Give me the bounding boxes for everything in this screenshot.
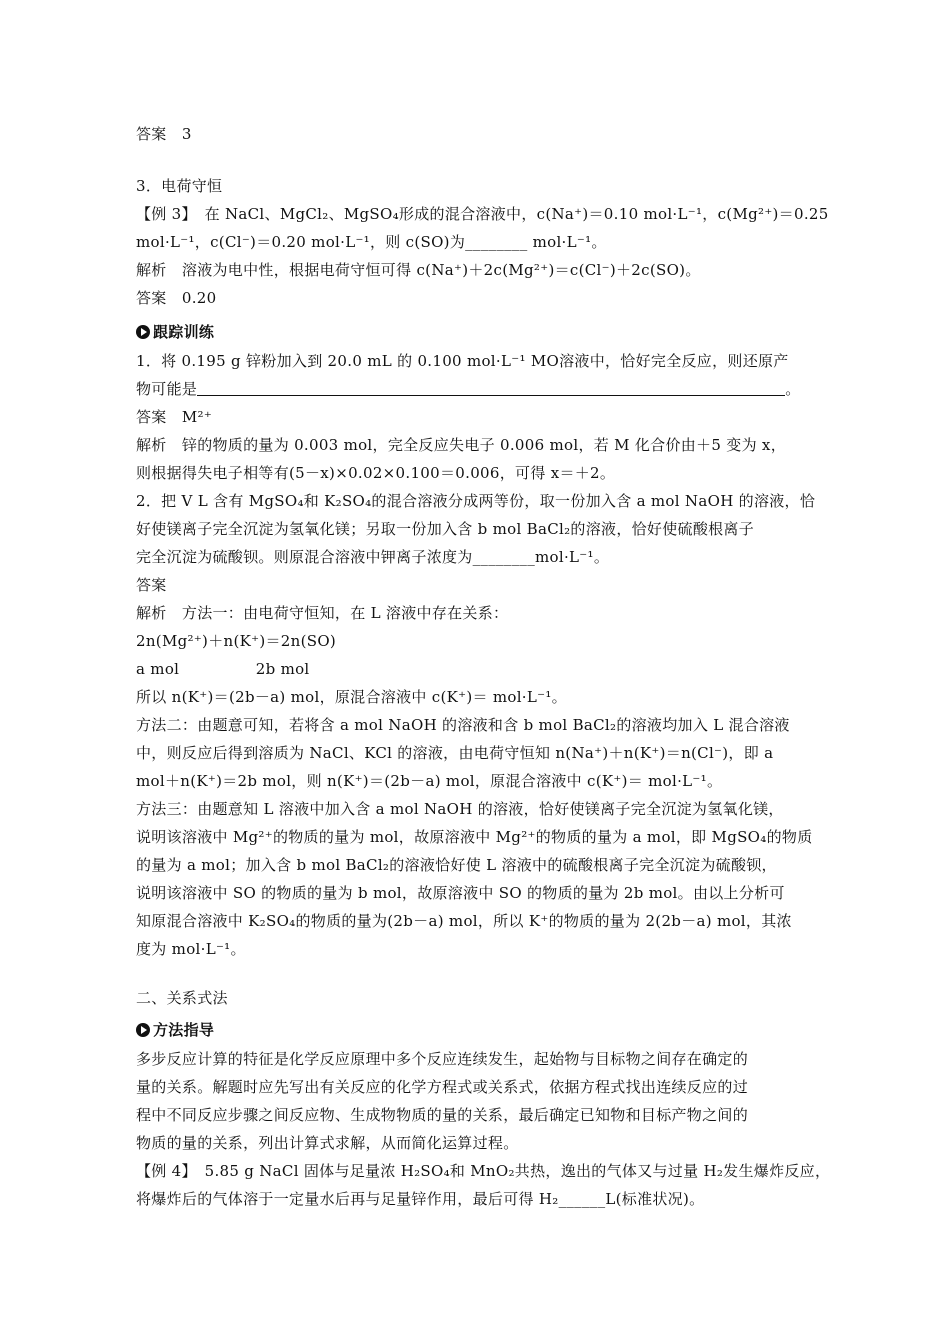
- analysis-line: 所以 n(K⁺)＝(2b－a) mol，原混合溶液中 c(K⁺)＝ mol·L⁻¹。: [136, 688, 567, 706]
- method-3-line: 知原混合溶液中 K₂SO₄的物质的量为(2b－a) mol，所以 K⁺的物质的量为 2(2b－a) mol，其浓: [136, 912, 792, 930]
- answer-line: 答案: [136, 576, 167, 594]
- question-2-line: 完全沉淀为硫酸钡。则原混合溶液中钾离子浓度为________mol·L⁻¹。: [136, 548, 610, 566]
- method-2-line: 中，则反应后得到溶质为 NaCl、KCl 的溶液，由电荷守恒知 n(Na⁺)＋n(K⁺)＝n(Cl⁻)，即 a: [136, 744, 774, 762]
- question-1-line: 物可能是 。: [136, 380, 801, 398]
- method-guide-heading: 方法指导: [136, 1020, 214, 1040]
- method-3-line: 度为 mol·L⁻¹。: [136, 940, 246, 958]
- tracking-training-heading: 跟踪训练: [136, 322, 214, 342]
- method-3-line: 方法三：由题意知 L 溶液中加入含 a mol NaOH 的溶液，恰好使镁离子完全沉淀为氢氧化镁，: [136, 800, 784, 818]
- analysis-line: 解析 方法一：由电荷守恒知，在 L 溶液中存在关系：: [136, 604, 509, 622]
- guide-paragraph-line: 程中不同反应步骤之间反应物、生成物物质的量的关系，最后确定已知物和目标产物之间的: [136, 1106, 749, 1124]
- equation-line: 2n(Mg²⁺)＋n(K⁺)＝2n(SO): [136, 632, 337, 650]
- section-heading: 3．电荷守恒: [136, 177, 223, 195]
- answer-blank: [197, 380, 785, 396]
- analysis-line: 解析 溶液为电中性，根据电荷守恒可得 c(Na⁺)＋2c(Mg²⁺)＝c(Cl⁻)＋2c(SO)。: [136, 261, 701, 279]
- answer-line: 答案 0.20: [136, 289, 217, 307]
- play-circle-icon: [136, 325, 150, 339]
- play-circle-icon: [136, 1023, 150, 1037]
- equation-line: a mol 2b mol: [136, 660, 310, 678]
- analysis-line: 则根据得失电子相等有(5－x)×0.02×0.100＝0.006，可得 x＝＋2。: [136, 464, 616, 482]
- method-3-line: 的量为 a mol；加入含 b mol BaCl₂的溶液恰好使 L 溶液中的硫酸根离子完全沉淀为硫酸钡，: [136, 856, 777, 874]
- question-2-line: 2．把 V L 含有 MgSO₄和 K₂SO₄的混合溶液分成两等份，取一份加入含 a mol NaOH 的溶液，恰: [136, 492, 816, 510]
- guide-paragraph-line: 量的关系。解题时应先写出有关反应的化学方程式或关系式，依据方程式找出连续反应的过: [136, 1078, 749, 1096]
- example-3-line: 【例 3】 在 NaCl、MgCl₂、MgSO₄形成的混合溶液中，c(Na⁺)＝0.10 mol·L⁻¹，c(Mg²⁺)＝0.25: [136, 205, 829, 223]
- example-4-line: 【例 4】 5.85 g NaCl 固体与足量浓 H₂SO₄和 MnO₂共热，逸出的气体又与过量 H₂发生爆炸反应，: [136, 1162, 831, 1180]
- answer-line: 答案 3: [136, 125, 192, 143]
- question-1-line: 1．将 0.195 g 锌粉加入到 20.0 mL 的 0.100 mol·L⁻¹ MO溶液中，恰好完全反应，则还原产: [136, 352, 789, 370]
- example-4-line: 将爆炸后的气体溶于一定量水后再与足量锌作用，最后可得 H₂______L(标准状况)。: [136, 1190, 705, 1208]
- guide-paragraph-line: 多步反应计算的特征是化学反应原理中多个反应连续发生，起始物与目标物之间存在确定的: [136, 1050, 749, 1068]
- answer-line: 答案 M²⁺: [136, 408, 213, 426]
- analysis-line: 解析 锌的物质的量为 0.003 mol，完全反应失电子 0.006 mol，若 M 化合价由＋5 变为 x，: [136, 436, 786, 454]
- section-heading: 二、关系式法: [136, 989, 228, 1007]
- method-2-line: mol＋n(K⁺)＝2b mol，则 n(K⁺)＝(2b－a) mol，原混合溶液中 c(K⁺)＝ mol·L⁻¹。: [136, 772, 723, 790]
- method-3-line: 说明该溶液中 Mg²⁺的物质的量为 mol，故原溶液中 Mg²⁺的物质的量为 a mol，即 MgSO₄的物质: [136, 828, 813, 846]
- method-2-line: 方法二：由题意可知，若将含 a mol NaOH 的溶液和含 b mol BaCl₂的溶液均加入 L 混合溶液: [136, 716, 790, 734]
- example-3-line: mol·L⁻¹，c(Cl⁻)＝0.20 mol·L⁻¹，则 c(SO)为________ mol·L⁻¹。: [136, 233, 607, 251]
- question-2-line: 好使镁离子完全沉淀为氢氧化镁；另取一份加入含 b mol BaCl₂的溶液，恰好使硫酸根离子: [136, 520, 755, 538]
- guide-paragraph-line: 物质的量的关系，列出计算式求解，从而简化运算过程。: [136, 1134, 519, 1152]
- method-3-line: 说明该溶液中 SO 的物质的量为 b mol，故原溶液中 SO 的物质的量为 2b mol。由以上分析可: [136, 884, 785, 902]
